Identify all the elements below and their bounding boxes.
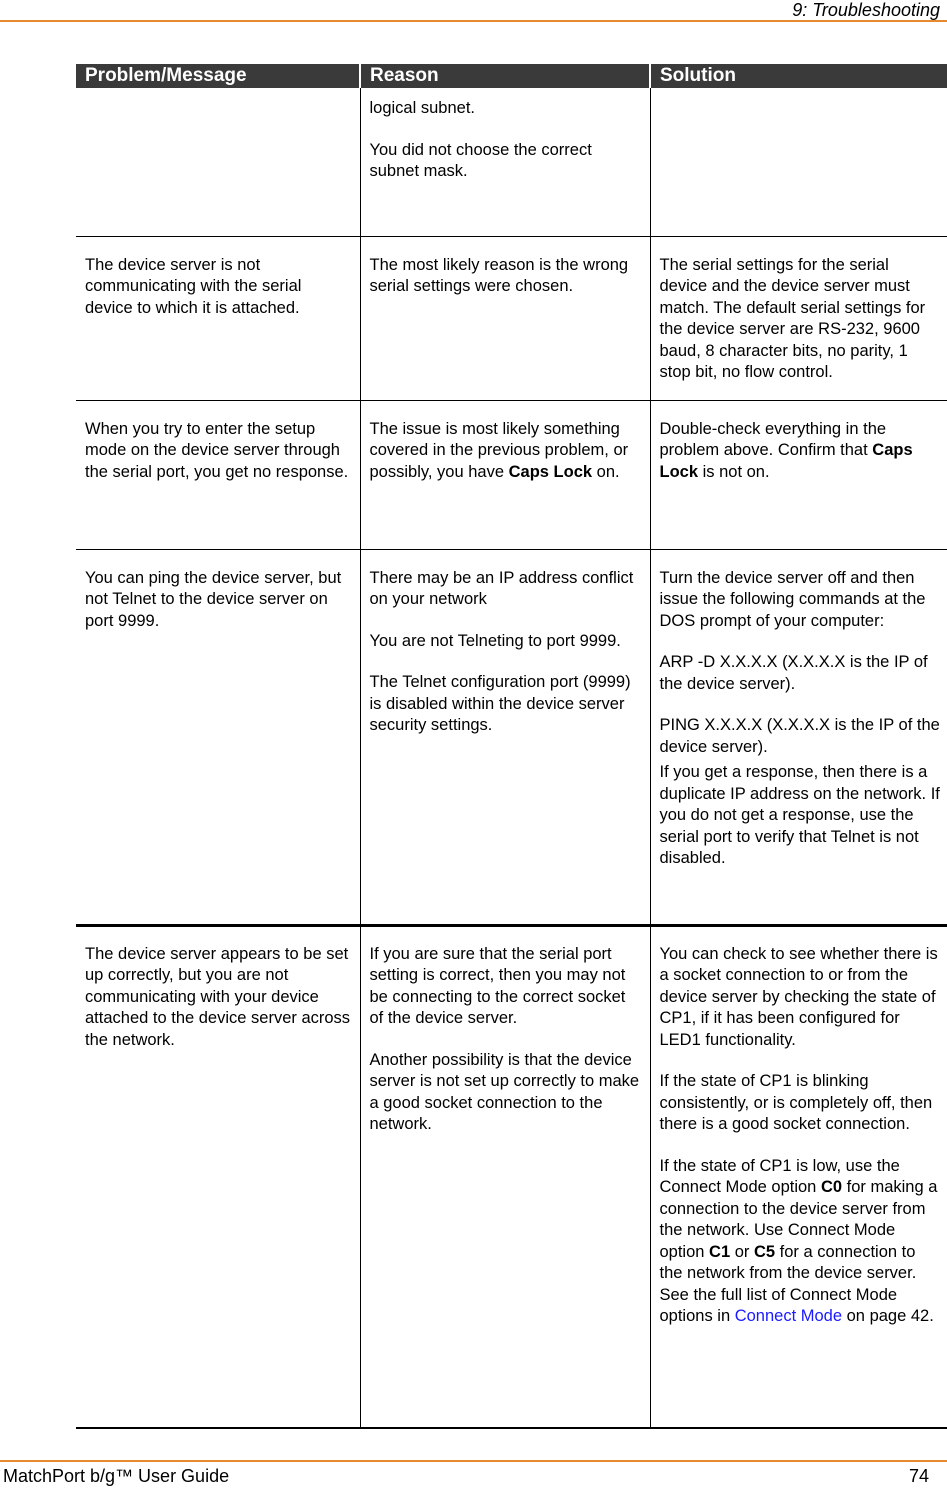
solution-text: PING X.X.X.X (X.X.X.X is the IP of the device server). xyxy=(659,716,940,756)
reason-text-start: The issue is most likely something covered in the previous problem, or possibly, you have xyxy=(369,419,629,481)
column-header-reason: Reason xyxy=(360,64,650,88)
problem-cell xyxy=(76,236,360,400)
solution-text: If you get a response, then there is a duplicate IP address on the network. If you do not get a response, use the serial port to verify that Telnet is not disabled. xyxy=(659,763,940,867)
option-c0: C0 xyxy=(820,1178,843,1196)
problem-text: You can ping the device server, but not Telnet to the device server on port 9999. xyxy=(85,568,342,630)
reason-text-end: on. xyxy=(592,462,620,481)
header-rule xyxy=(0,20,947,22)
problem-text: When you try to enter the setup mode on the device server through the serial port, you get no response. xyxy=(85,419,349,481)
reason-text xyxy=(370,419,644,484)
solution-cell xyxy=(650,925,947,1428)
solution-text: Turn the device server off and then issue the following commands at the DOS prompt of your computer: xyxy=(659,568,926,630)
reason-text: You did not choose the correct subnet mask. xyxy=(369,140,592,180)
chapter-title: 9: Troubleshooting xyxy=(792,0,940,20)
problem-cell xyxy=(76,400,360,549)
reason-cell xyxy=(360,88,650,236)
reason-text: The most likely reason is the wrong serial settings were chosen. xyxy=(369,255,629,295)
problem-cell xyxy=(76,925,360,1428)
table-row xyxy=(76,236,947,400)
reason-cell xyxy=(360,925,650,1428)
problem-text: The device server appears to be set up correctly, but you are not communicating with your device attached to the device server across the network. xyxy=(85,944,351,1049)
solution-text-part: for making a connection to the device server from the network. Use Connect Mode option xyxy=(659,1178,938,1261)
column-header-problem: Problem/Message xyxy=(76,64,360,88)
solution-text xyxy=(660,1156,942,1328)
solution-cell xyxy=(650,88,947,236)
solution-cell xyxy=(650,549,947,925)
reason-cell xyxy=(360,236,650,400)
connect-mode-link[interactable]: Connect Mode xyxy=(734,1307,843,1325)
troubleshooting-table xyxy=(76,64,947,1429)
option-c1: C1 xyxy=(709,1242,731,1261)
reason-text: If you are sure that the serial port setting is correct, then you may not be connecting to the correct socket of the device server. xyxy=(369,944,626,1027)
solution-text: The serial settings for the serial device and the device server must match. The default serial settings for the device server are RS-232, 9600 baud, 8 character bits, no parity, 1 stop bit, no flow control. xyxy=(659,255,926,381)
problem-cell xyxy=(76,88,360,236)
solution-text: If the state of CP1 is blinking consistently, or is completely off, then there is a good socket connection. xyxy=(659,1072,933,1133)
table-row xyxy=(76,549,947,925)
table-row xyxy=(76,925,947,1428)
guide-title: MatchPort b/g™ User Guide xyxy=(3,1466,230,1486)
option-c5: C5 xyxy=(753,1242,776,1261)
solution-text-part: for a connection to the network from the device server. See the full list of Connect Mode options in xyxy=(659,1242,917,1325)
reason-cell xyxy=(360,549,650,925)
solution-text-part: on page 42. xyxy=(842,1307,934,1325)
footer-rule xyxy=(0,1460,947,1462)
solution-cell xyxy=(650,400,947,549)
table-header-row xyxy=(76,64,947,88)
reason-text: The Telnet configuration port (9999) is disabled within the device server security settings. xyxy=(369,673,631,734)
reason-text: Another possibility is that the device server is not set up correctly to make a good socket connection to the network. xyxy=(369,1050,640,1133)
table-row xyxy=(76,88,947,236)
reason-text: logical subnet. xyxy=(369,99,475,117)
solution-cell xyxy=(650,236,947,400)
page-number: 74 xyxy=(908,1466,929,1486)
problem-cell xyxy=(76,549,360,925)
solution-text-part: or xyxy=(730,1242,754,1261)
reason-cell xyxy=(360,400,650,549)
reason-text: There may be an IP address conflict on your network xyxy=(369,568,634,608)
solution-text-start: Double-check everything in the problem above. Confirm that xyxy=(659,419,887,459)
solution-text xyxy=(660,419,942,484)
solution-text-end: is not on. xyxy=(698,462,770,481)
solution-text: ARP -D X.X.X.X (X.X.X.X is the IP of the device server). xyxy=(659,653,928,693)
solution-text: You can check to see whether there is a socket connection to or from the device server by checking the state of CP1, if it has been configured for LED1 functionality. xyxy=(659,944,938,1049)
table-row xyxy=(76,400,947,549)
column-header-solution: Solution xyxy=(650,64,947,88)
solution-text-part: If the state of CP1 is low, use the Connect Mode option xyxy=(659,1156,900,1196)
caps-lock-term: Caps Lock xyxy=(659,441,913,481)
caps-lock-term: Caps Lock xyxy=(508,462,593,481)
problem-text: The device server is not communicating with the serial device to which it is attached. xyxy=(85,255,302,317)
reason-text: You are not Telneting to port 9999. xyxy=(369,631,621,650)
